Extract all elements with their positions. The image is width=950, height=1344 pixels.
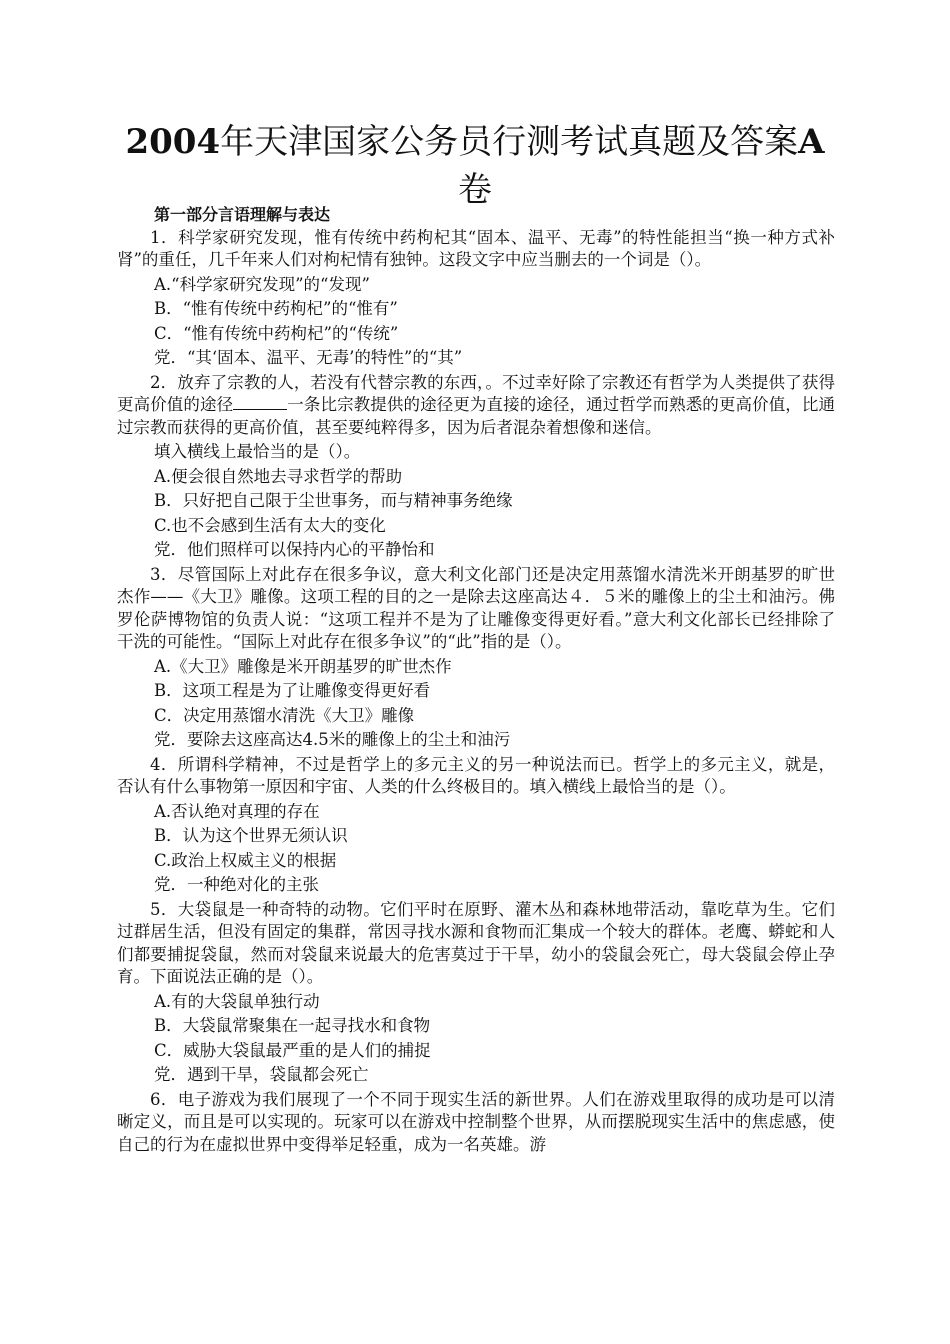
q1-option-b: B．“惟有传统中药枸杞”的“惟有” xyxy=(154,299,398,318)
question-stem-4: 4．所谓科学精神，不过是哲学上的多元主义的另一种说法而已。哲学上的多元主义，就是，否认有什么事物第一原因和宇宙、人类的什么终极目的。填入横线上最恰当的是（）。 xyxy=(117,754,835,796)
title-year: 2004 xyxy=(125,122,221,162)
q2-option-a: A.便会很自然地去寻求哲学的帮助 xyxy=(154,466,403,486)
question-stem-6: 6．电子游戏为我们展现了一个不同于现实生活的新世界。人们在游戏里取得的成功是可以清晰定义，而且是可以实现的。玩家可以在游戏中控制整个世界，从而摆脱现实生活中的焦虑感，使自己的行为在虚拟世界中变得举足轻重，成为一名英雄。游 xyxy=(117,1089,835,1154)
q2-stem-after: 一条比宗教提供的途径更为直接的途径，通过哲学而熟悉的更高价值，比通过宗教而获得的更高价值，甚至要纯粹得多，因为后者混杂着想像和迷信。 xyxy=(117,395,836,437)
q5-option-b: B．大袋鼠常聚集在一起寻找水和食物 xyxy=(154,1016,431,1035)
q5-option-c: C．威胁大袋鼠最严重的是人们的捕捉 xyxy=(154,1040,431,1060)
question-stem-5: 5．大袋鼠是一种奇特的动物。它们平时在原野、灌木丛和森林地带活动，靠吃草为生。它们过群居生活，但没有固定的集群，常因寻找水源和食物而汇集成一个较大的群体。老鹰、蟒蛇和人们都要捕捉袋鼠，然而对袋鼠来说最大的危害莫过于干旱，幼小的袋鼠会死亡，母大袋鼠会停止孕育。下面说法正确的是（）。 xyxy=(117,899,835,986)
q2-stem-before: 2．放弃了宗教的人，若没有代替宗教的东西，。不过幸好除了宗教还有哲学为人类提供了获得更高价值的途径 xyxy=(117,372,835,414)
q1-option-a: A.“科学家研究发现”的“发现” xyxy=(154,274,370,294)
document-body xyxy=(117,204,835,1156)
document-title xyxy=(110,118,840,214)
q4-option-c: C.政治上权威主义的根据 xyxy=(154,850,337,870)
q3-option-c: C．决定用蒸馏水清洗《大卫》雕像 xyxy=(154,705,415,725)
question-stem-3: 3．尽管国际上对此存在很多争议，意大利文化部门还是决定用蒸馏水清洗米开朗基罗的旷世杰作——《大卫》雕像。这项工程的目的之一是除去这座高达４．５米的雕像上的尘土和油污。佛罗伦萨博物馆的负责人说：“这项工程并不是为了让雕像变得更好看。”意大利文化部长已经排除了干洗的可能性。“国际上对此存在很多争议”的“此”指的是（）。 xyxy=(117,564,835,651)
q2-option-b: B．只好把自己限于尘世事务，而与精神事务绝缘 xyxy=(154,491,513,510)
section-heading: 第一部分言语理解与表达 xyxy=(154,205,331,224)
fill-blank xyxy=(233,395,287,410)
question-stem-1: 1．科学家研究发现，惟有传统中药枸杞其“固本、温平、无毒”的特性能担当“换一种方式补肾”的重任，几千年来人们对枸杞情有独钟。这段文字中应当删去的一个词是（）。 xyxy=(117,227,835,269)
q3-option-a: A.《大卫》雕像是米开朗基罗的旷世杰作 xyxy=(154,656,452,676)
q5-option-d: 党．遇到干旱，袋鼠都会死亡 xyxy=(154,1065,369,1084)
q1-option-c: C．“惟有传统中药枸杞”的“传统” xyxy=(154,323,399,343)
q1-option-d: 党．“其‘固本、温平、无毒’的特性”的“其” xyxy=(154,348,463,367)
q3-option-d: 党．要除去这座高达4.5米的雕像上的尘土和油污 xyxy=(154,730,511,749)
q2-option-d: 党．他们照样可以保持内心的平静怡和 xyxy=(154,540,435,559)
q2-option-c: C.也不会感到生活有太大的变化 xyxy=(154,515,386,535)
q3-option-b: B．这项工程是为了让雕像变得更好看 xyxy=(154,681,431,700)
q4-option-a: A.否认绝对真理的存在 xyxy=(154,801,320,821)
q4-option-b: B．认为这个世界无须认识 xyxy=(154,826,348,845)
question-stem-2 xyxy=(117,372,835,440)
title-version: A xyxy=(798,122,825,162)
q4-option-d: 党．一种绝对化的主张 xyxy=(154,875,319,894)
q2-prompt: 填入横线上最恰当的是（）。 xyxy=(154,442,361,461)
q5-option-a: A.有的大袋鼠单独行动 xyxy=(154,991,320,1011)
title-suffix: 卷 xyxy=(458,170,492,210)
title-main: 年天津国家公务员行测考试真题及答案 xyxy=(220,122,799,162)
